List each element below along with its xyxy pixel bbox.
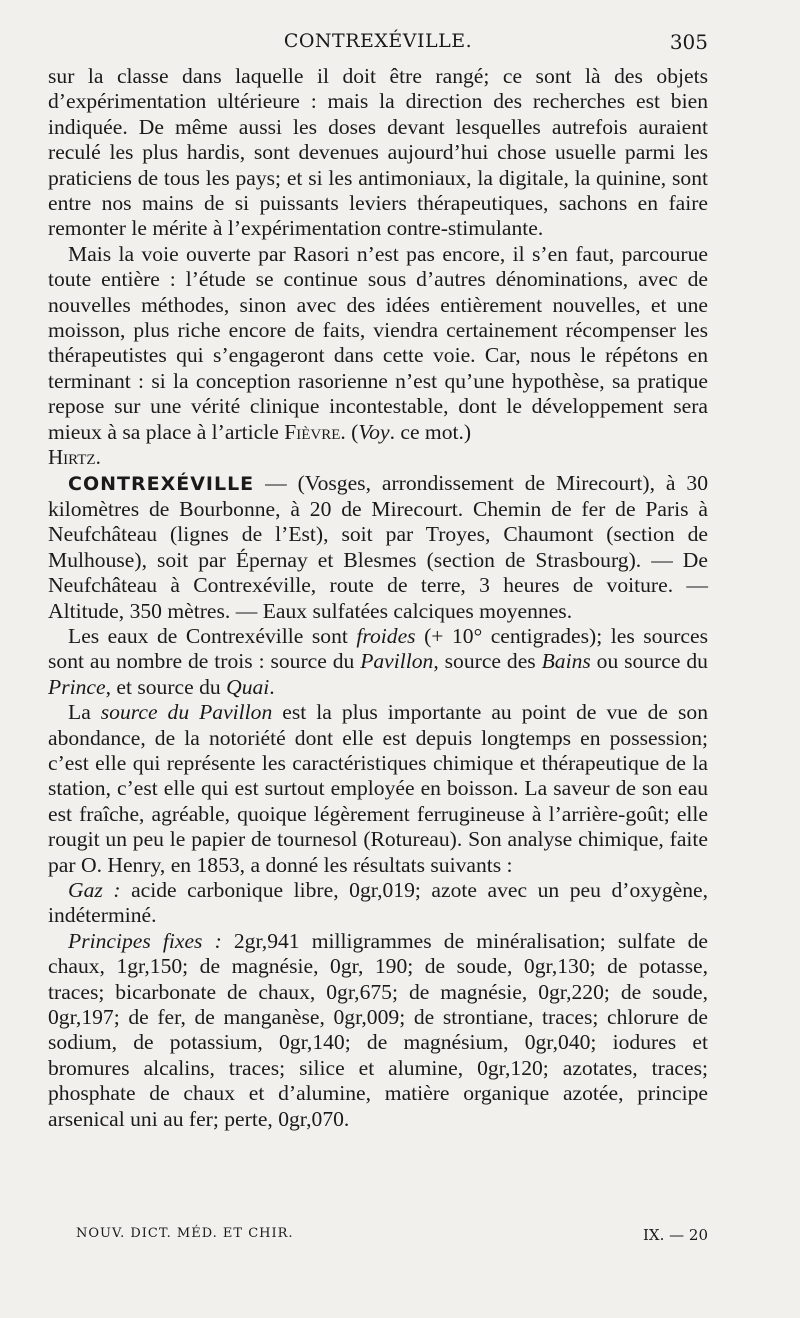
paragraph-principes xyxy=(48,929,708,1132)
paragraph-text: La xyxy=(68,700,101,725)
paragraph-text: ou source du xyxy=(590,649,708,674)
italic-term: froides xyxy=(356,623,416,648)
paragraph-text: , source des xyxy=(433,649,542,674)
paragraph-text: Les eaux de Contrexéville sont xyxy=(68,623,357,648)
italic-term: Prince xyxy=(48,674,106,699)
paragraph-text: . ce mot.) xyxy=(389,419,472,444)
paragraph-text: . xyxy=(269,674,275,699)
voy-abbrev: Voy xyxy=(358,419,390,444)
footer-volume-mark: IX. — 20 xyxy=(643,1226,708,1244)
italic-term: source du Pavillon xyxy=(100,700,273,725)
paragraph-pavillon xyxy=(48,700,708,878)
paragraph-text: 2gr,941 milligrammes de minéralisation; sulfate de chaux, 1gr,150; de magnésie, 0gr, 190; de soude, 0gr,130; de potasse, traces; bicarbonate de chaux, 0gr,675; de magnésie, 0gr,220; de soude, 0gr,197; de fer, de manganèse, 0gr,009; de strontiane, traces; chlorure de sodium, de potassium, 0gr,140; de magnésium, 0gr,040; iodures et bromures alcalins, traces; silice et alumine, 0gr,120; azotates, traces; phosphate de chaux et d’alumine, matière organique azotée, principe arsenical uni au fer; perte, 0gr,070. xyxy=(48,928,708,1131)
italic-term: Principes fixes : xyxy=(68,928,222,953)
running-title: CONTREXÉVILLE. xyxy=(283,30,473,52)
article-ref-fievre: Fièvre xyxy=(284,419,341,444)
entry-text: — (Vosges, arrondissement de Mirecourt), à 30 kilomètres de Bourbonne, à 20 de Mirecourt. Chemin de fer de Paris à Neufchâteau (lignes de l’Est), soit par Troyes, Chaumont (section de Mulhouse), soit par Épernay et Blesmes (section de Strasbourg). — De Neufchâteau à Contrexéville, route de terre, 3 heures de voiture. — Altitude, 350 mètres. — Eaux sulfatées calciques moyennes. xyxy=(48,470,708,623)
paragraph-text: est la plus importante au point de vue de son abondance, de la notoriété dont elle est depuis longtemps en possession; c’est elle qui représente les caractéristiques chimique et thérapeutique de la station, c’est elle qui est surtout employée en boisson. La saveur de son eau est fraîche, agréable, quoique légèrement ferrugineuse à l’arrière-goût; elle rougit un peu le papier de tournesol (Rotureau). Son analyse chimique, faite par O. Henry, en 1853, a donné les résultats suivants : xyxy=(48,700,708,877)
italic-term: Pavillon xyxy=(360,649,434,674)
entry-paragraph xyxy=(48,471,708,624)
paragraph-text: , et source du xyxy=(105,674,227,699)
page-number: 305 xyxy=(669,30,708,54)
italic-term: Gaz : xyxy=(68,878,121,902)
paragraph-continued: sur la classe dans laquelle il doit être rangé; ce sont là des objets d’expérimentation ultérieure : mais la direction des recherches est bien indiquée. De même aussi les doses devant lesquelles autrefois auraient reculé les plus hardis, sont devenues aujourd’hui chose usuelle parmi les praticiens de tous les pays; et si les antimoniaux, la digitale, la quinine, sont entre nos mains de si puissants leviers thérapeutiques, sachons en faire remonter le mérite à l’expérimentation contre-stimulante. xyxy=(48,64,708,241)
paragraph-text: . ( xyxy=(340,419,359,444)
page-body xyxy=(48,64,708,1132)
entry-headword: CONTREXÉVILLE xyxy=(68,472,255,495)
italic-term: Quai xyxy=(226,674,270,699)
paragraph-text: acide carbonique libre, 0gr,019; azote avec un peu d’oxygène, indéterminé. xyxy=(48,878,708,928)
page-header xyxy=(48,30,708,58)
page-footer xyxy=(76,1226,708,1246)
paragraph-text: (+ 10° centigrades); les sources sont au nombre de trois : source du xyxy=(48,623,708,674)
italic-term: Bains xyxy=(541,649,591,674)
footer-signature-mark: NOUV. DICT. MÉD. ET CHIR. xyxy=(76,1226,294,1241)
paragraph-gaz xyxy=(48,878,708,929)
paragraph-text: Mais la voie ouverte par Rasori n’est pas encore, il s’en faut, parcourue toute entière : l’étude se continue sous d’autres dénominations, avec de nouvelles méthodes, sinon avec des idées entièrement nouvelles, et une moisson, plus riche encore de faits, viendra certainement récompenser les thérapeutistes qui s’engageront dans cette voie. Car, nous le répétons en terminant : si la conception rasorienne n’est qu’une hypothèse, sa pratique repose sur une vérité clinique incontestable, dont le développement sera mieux à sa place à l’article xyxy=(48,241,708,444)
paragraph-rasori xyxy=(48,242,708,445)
author-signature: Hirtz. xyxy=(48,445,101,470)
paragraph-sources xyxy=(48,624,708,700)
